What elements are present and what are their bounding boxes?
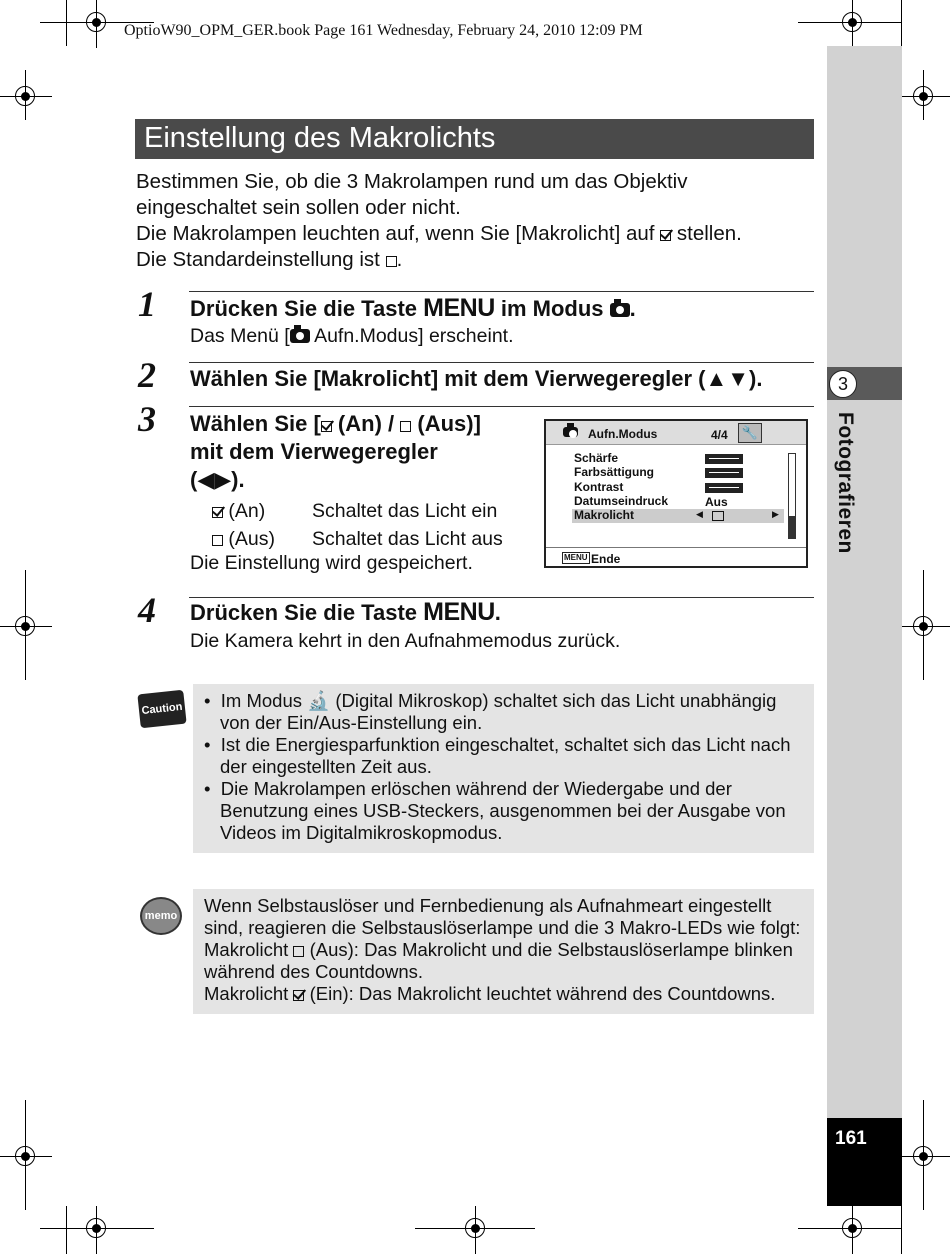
- intro-text: [136, 169, 816, 273]
- screen-item: Farbsättigung: [574, 465, 654, 479]
- camera-menu-screen: [544, 419, 808, 568]
- intro-line: Die Makrolampen leuchten auf, wenn Sie [Makrolicht] auf stellen.: [136, 222, 742, 245]
- checkbox-off-icon: [293, 946, 304, 957]
- step-divider: [189, 406, 814, 407]
- right-arrow-icon: ▶: [772, 509, 779, 519]
- menu-key-icon: MENU: [564, 553, 588, 562]
- saturation-slider: [705, 468, 743, 478]
- checkbox-off-icon: [712, 511, 724, 521]
- screen-tab-title: Aufn.Modus: [588, 427, 658, 441]
- memo-icon: memo: [140, 897, 182, 935]
- screen-header: [546, 421, 806, 445]
- crop-mark-bottom-left: [0, 1100, 160, 1254]
- menu-key-label: MENU: [423, 294, 495, 322]
- screen-item-selected: Makrolicht: [574, 508, 635, 522]
- screen-scrollbar: [788, 453, 796, 539]
- step-number: 1: [138, 284, 156, 324]
- step-number: 4: [138, 590, 156, 630]
- camera-mode-icon: [290, 329, 310, 343]
- page-title: Einstellung des Makrolichts: [144, 122, 496, 154]
- screen-page: 4/4: [711, 428, 728, 442]
- chapter-sidebar: [827, 46, 902, 1206]
- step-1-body: Das Menü [ Aufn.Modus] erscheint.: [190, 325, 514, 347]
- option-on-description: Schaltet das Licht ein: [312, 500, 498, 522]
- step-divider: [189, 362, 814, 363]
- option-on-row: (An): [212, 498, 265, 524]
- chapter-title: Fotografieren: [834, 412, 857, 554]
- intro-line: eingeschaltet sein sollen oder nicht.: [136, 196, 461, 219]
- checkbox-off-icon: [212, 535, 223, 546]
- step-3-body: Die Einstellung wird gespeichert.: [190, 552, 473, 574]
- option-off-row: (Aus): [212, 526, 275, 552]
- step-number: 2: [138, 355, 156, 395]
- caution-bullets: • Im Modus 🔬 (Digital Mikroskop) schaltet sich das Licht unabhängig von der Ein/Aus-Einstellung ein. • Ist die Energiesparfunktion eingeschaltet, schaltet sich das Licht nach der eingestellten Zeit aus. • Die Makrolampen erlöschen während der Wiedergabe und der Benutzung eines USB-Steckers, ausgenommen bei der Ausgabe von Videos im Digitalmikroskopmodus.: [204, 690, 791, 843]
- checkbox-on-icon: [321, 421, 332, 432]
- contrast-slider: [705, 483, 743, 493]
- crop-mark-bottom-center: [415, 1200, 535, 1254]
- step-2-heading: Wählen Sie [Makrolicht] mit dem Vierwegeregler (▲▼).: [190, 366, 763, 391]
- checkbox-on-icon: [293, 990, 304, 1001]
- sharpness-slider: [705, 454, 743, 464]
- crop-mark-left-mid: [0, 570, 60, 680]
- step-4-body: Die Kamera kehrt in den Aufnahmemodus zurück.: [190, 630, 621, 652]
- book-header: OptioW90_OPM_GER.book Page 161 Wednesday, February 24, 2010 12:09 PM: [124, 22, 643, 39]
- camera-mode-icon: [610, 303, 630, 317]
- microscope-icon: 🔬: [307, 690, 331, 711]
- screen-item: Datumseindruck: [574, 494, 669, 508]
- step-4-heading: Drücken Sie die Taste MENU.: [190, 598, 501, 626]
- chapter-number: 3: [829, 370, 857, 398]
- screen-item: Kontrast: [574, 480, 624, 494]
- left-arrow-icon: ◀: [696, 509, 703, 519]
- screen-item: Schärfe: [574, 451, 619, 465]
- memo-text: Wenn Selbstauslöser und Fernbedienung als Aufnahmeart eingestellt sind, reagieren die Selbstauslöserlampe und die 3 Makro-LEDs wie folgt: Makrolicht (Aus): Das Makrolicht und die Selbstauslöserlampe blinken während des Countdowns. Makrolicht (Ein): Das Makrolicht leuchtet während des Countdowns.: [204, 895, 801, 1004]
- screen-footer-rule: [546, 547, 806, 548]
- wrench-icon: 🔧: [738, 423, 762, 443]
- page-number: 161: [835, 1128, 867, 1149]
- checkbox-on-icon: [660, 230, 671, 241]
- checkbox-off-icon: [400, 421, 411, 432]
- intro-line: Bestimmen Sie, ob die 3 Makrolampen rund um das Objektiv: [136, 170, 688, 193]
- step-3-heading: Wählen Sie [ (An) / (Aus)] mit dem Vierwegeregler (◀▶).: [190, 411, 481, 492]
- camera-tab-icon: [563, 427, 578, 437]
- step-divider: [189, 291, 814, 292]
- option-off-description: Schaltet das Licht aus: [312, 528, 503, 550]
- menu-key-label: MENU: [423, 598, 495, 626]
- checkbox-off-icon: [386, 256, 397, 267]
- step-1-heading: Drücken Sie die Taste MENU im Modus .: [190, 294, 636, 322]
- intro-line: Die Standardeinstellung ist .: [136, 248, 403, 271]
- datum-value: Aus: [705, 495, 728, 509]
- crop-mark-top-left: [0, 0, 160, 120]
- screen-footer-label: Ende: [591, 552, 621, 566]
- step-number: 3: [138, 399, 156, 439]
- checkbox-on-icon: [212, 507, 223, 518]
- caution-icon: Caution: [137, 690, 186, 729]
